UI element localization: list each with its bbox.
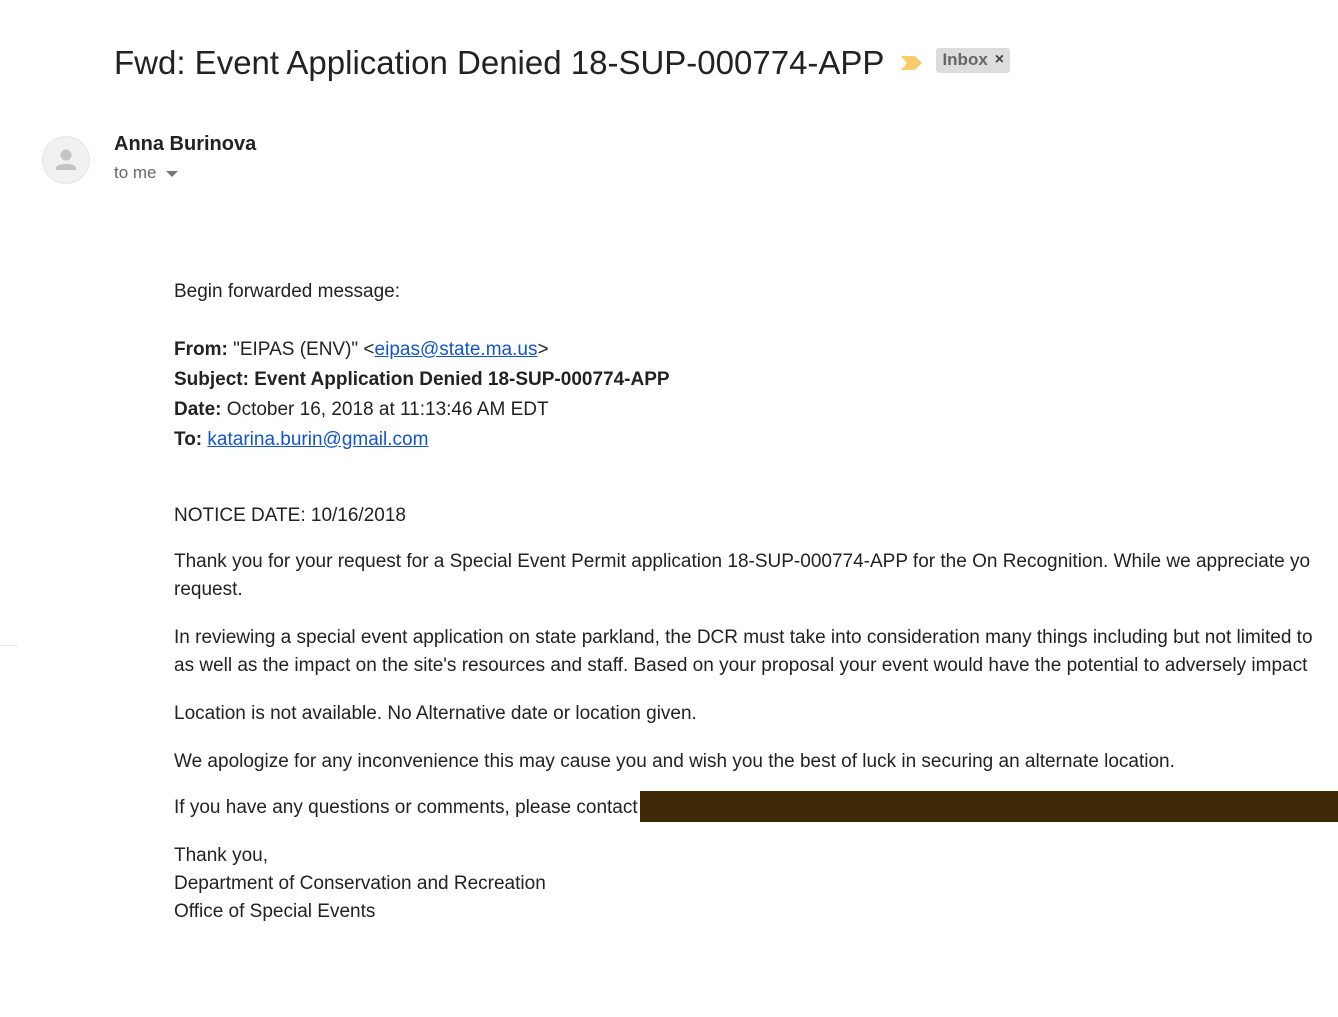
recipient-details-toggle[interactable] xyxy=(114,163,178,183)
chevron-down-icon[interactable] xyxy=(166,171,178,177)
subject-value: Event Application Denied 18-SUP-000774-APP xyxy=(248,369,670,390)
to-email-link[interactable]: katarina.burin@gmail.com xyxy=(207,429,429,450)
forward-intro: Begin forwarded message: xyxy=(174,281,401,302)
sender-name: Anna Burinova xyxy=(114,133,257,155)
importance-marker-icon[interactable] xyxy=(900,53,924,73)
redaction-block xyxy=(640,791,1338,822)
from-close: > xyxy=(537,339,549,360)
inbox-label-text: Inbox xyxy=(942,49,988,69)
date-value: October 16, 2018 at 11:13:46 AM EDT xyxy=(221,399,549,420)
from-label: From: xyxy=(174,339,228,360)
signature-line: Office of Special Events xyxy=(174,901,376,922)
notice-date: NOTICE DATE: 10/16/2018 xyxy=(174,505,406,526)
paragraph-line: Location is not available. No Alternative date or location given. xyxy=(174,703,697,724)
signature-line: Department of Conservation and Recreation xyxy=(174,873,546,894)
forward-from-line xyxy=(174,336,1338,366)
date-label: Date: xyxy=(174,399,222,420)
inbox-label-chip[interactable] xyxy=(936,48,1010,73)
forward-subject-line xyxy=(174,366,1338,396)
message-body xyxy=(174,278,1338,926)
close-icon[interactable]: × xyxy=(994,50,1005,68)
paragraph-line: We apologize for any inconvenience this may cause you and wish you the best of luck in securing an alternate location. xyxy=(174,751,1175,772)
signature-line: Thank you, xyxy=(174,845,268,866)
paragraph-line: request. xyxy=(174,579,243,600)
paragraph-contact xyxy=(174,794,1338,826)
to-label: To: xyxy=(174,429,203,450)
paragraph-line: Thank you for your request for a Special Event Permit application 18-SUP-000774-APP for the On Recognition. While we appreciate yo xyxy=(174,551,1311,572)
email-subject: Fwd: Event Application Denied 18-SUP-000774-APP xyxy=(114,44,885,81)
divider xyxy=(0,645,18,646)
forward-to-line xyxy=(174,426,1338,456)
sender-avatar[interactable] xyxy=(42,136,90,184)
from-email-link[interactable]: eipas@state.ma.us xyxy=(374,339,538,360)
subject-row xyxy=(114,44,1010,82)
paragraph-line: as well as the impact on the site's resources and staff. Based on your proposal your event would have the potential to adversely impact xyxy=(174,655,1308,676)
paragraph-line: In reviewing a special event application on state parkland, the DCR must take into consideration many things including but not limited to xyxy=(174,627,1313,648)
from-name: "EIPAS (ENV)" < xyxy=(227,339,375,360)
paragraph-review xyxy=(174,624,1338,680)
signature xyxy=(174,842,1338,926)
default-person-avatar-icon xyxy=(43,137,89,183)
paragraph-request xyxy=(174,548,1338,604)
contact-text: If you have any questions or comments, please contact xyxy=(174,797,638,818)
paragraph-apology xyxy=(174,748,1338,776)
recipient-text: to me xyxy=(114,163,157,182)
subject-label: Subject: xyxy=(174,369,249,390)
paragraph-location xyxy=(174,700,1338,728)
forward-date-line xyxy=(174,396,1338,426)
